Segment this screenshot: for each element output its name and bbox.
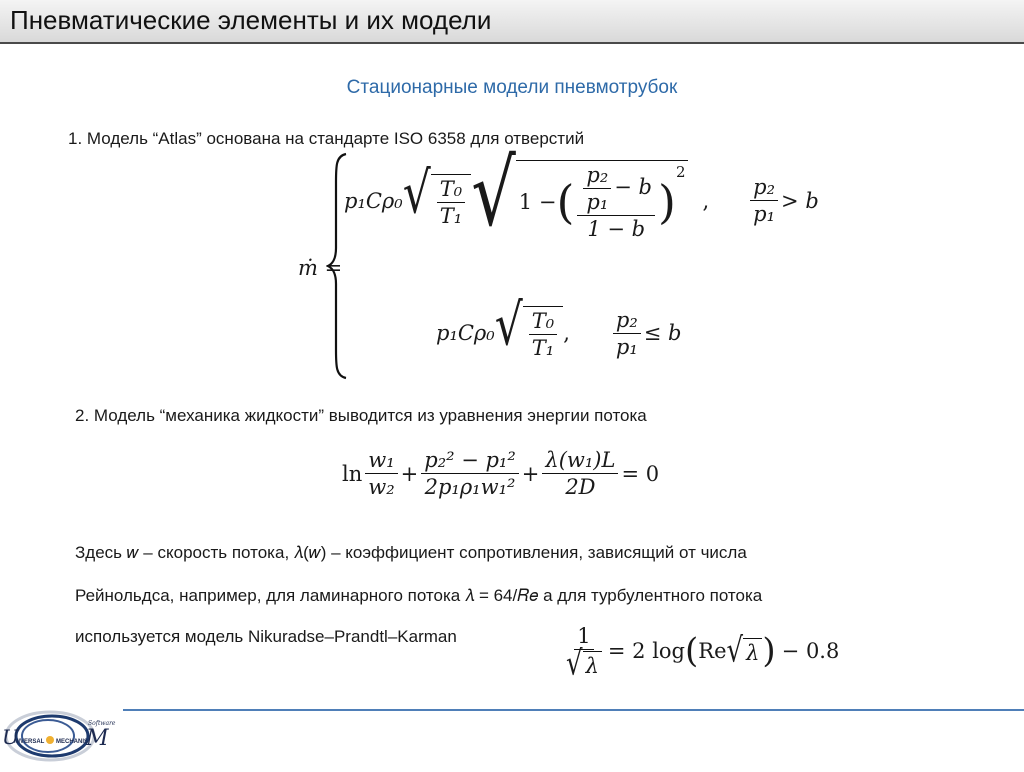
paragraph-line-1: Здесь 𝑤 – скорость потока, 𝜆(𝑤) – коэффициент сопротивления, зависящий от числа — [75, 543, 747, 562]
footer-divider — [123, 709, 1024, 711]
svg-text:NIVERSAL: NIVERSAL — [14, 739, 45, 745]
svg-text:MECHANIS: MECHANIS — [56, 739, 89, 745]
formula1-case1: p₁Cρ₀ √ $\frac{\text{T₀}}{\text{T₁}}$ √ 1 − ( $\frac{\text{p₂}}{\text{p₁}}$ − b 1 − b ) 2 , $\frac{\text{p₂}}{\text{p₁}}$ > b — [344, 140, 819, 247]
slide-header — [0, 0, 1024, 44]
item-1-text: 1. Модель “Atlas” основана на стандарте ISO 6358 для отверстий — [68, 129, 585, 148]
slide-title: Пневматические элементы и их модели — [10, 5, 492, 35]
formula3-nikuradse: 1 √ λ = 2 log ( Re √ λ ) − 0.8 — [566, 624, 840, 684]
section-subtitle: Стационарные модели пневмотрубок — [346, 77, 678, 98]
svg-text:M: M — [86, 726, 109, 751]
item-2-text: 2. Модель “механика жидкости” выводится из уравнения энергии потока — [75, 406, 647, 425]
formula2-energy: ln $\frac{\text{w₁}}{\text{w₂}}$ + $\frac{\text{p₂² − p₁²}}{\text{2p₁ρ₁w₁²}}$ + $\frac{\text{λ(w₁)L}}{2D}$ = 0 — [342, 448, 660, 499]
svg-text:Software: Software — [88, 720, 116, 727]
paragraph-line-3: используется модель Nikuradse–Prandtl–Karman — [75, 627, 457, 646]
svg-text:U: U — [2, 725, 19, 749]
paragraph-line-2: Рейнольдса, например, для ламинарного потока 𝜆 = 64/𝑅𝑒 а для турбулентного потока — [75, 586, 763, 605]
formula1-case2: p₁Cρ₀ √ $\frac{\text{T₀}}{\text{T₁}}$ , $\frac{\text{p₂}}{\text{p₁}}$ ≤ b — [436, 292, 682, 360]
universal-mechanism-logo — [0, 700, 125, 767]
mdot-lhs: ṁ = — [298, 256, 343, 280]
